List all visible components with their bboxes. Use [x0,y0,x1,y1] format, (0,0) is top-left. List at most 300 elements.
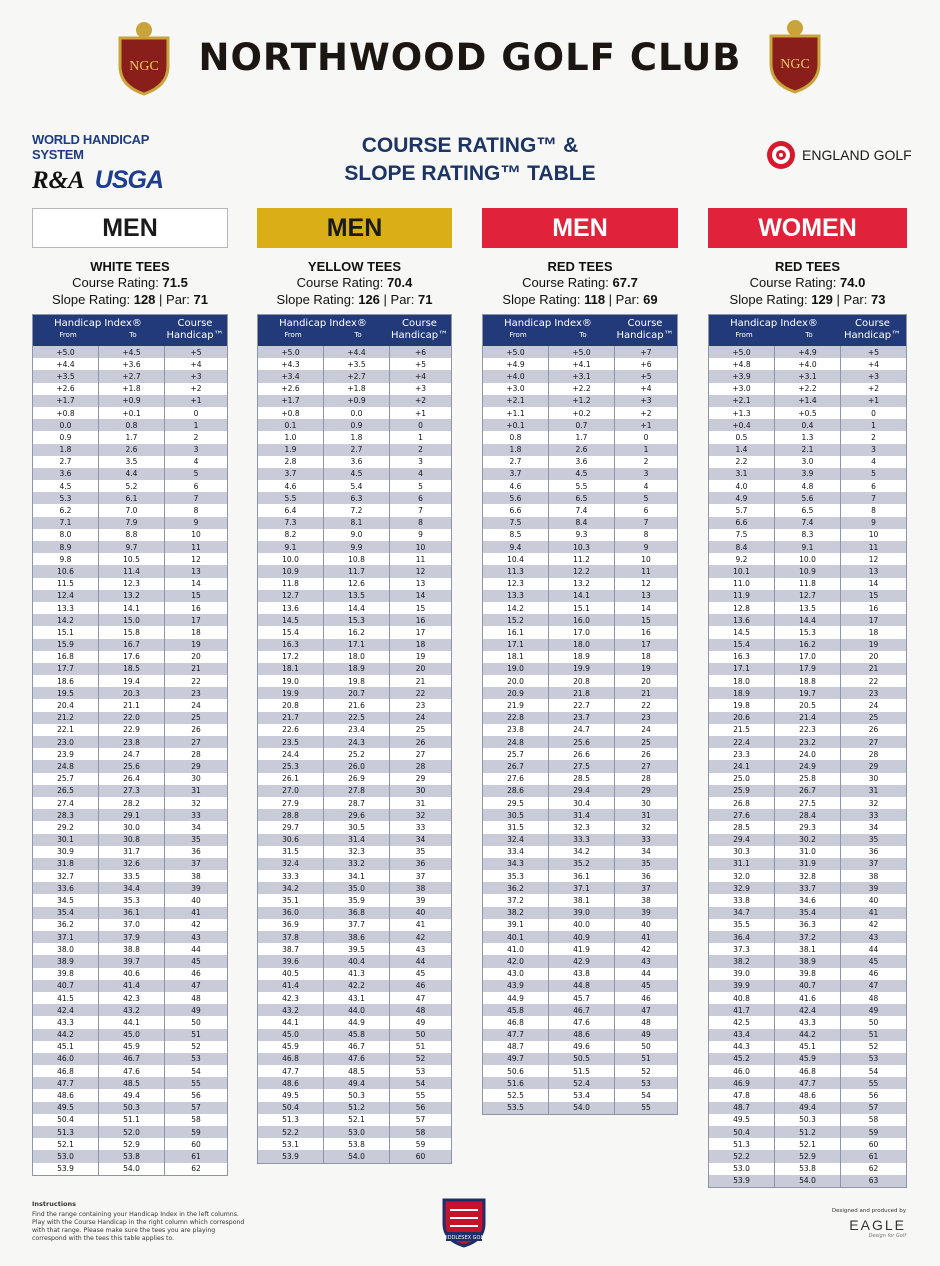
table-row [258,578,451,590]
course-handicap: 12 [415,566,426,576]
hi-to: 9.9 [324,541,390,553]
hi-from: 47.7 [258,1065,324,1077]
hi-to: 48.6 [549,1029,615,1041]
hi-from: 4.5 [33,480,99,492]
hi-to: 45.0 [99,1029,165,1041]
table-row [258,1126,451,1138]
course-handicap: 15 [641,615,651,625]
course-handicap: 20 [191,652,201,662]
hi-to: 28.2 [99,797,165,809]
table-row [483,407,677,419]
hi-to: 24.0 [775,748,841,760]
course-rating-value: 71.5 [162,275,188,290]
course-handicap: 42 [868,920,879,930]
handicap-index-label: Handicap Index® [279,318,367,329]
table-row [709,797,906,809]
hi-to: 9.0 [324,529,390,541]
course-handicap: 62 [868,1164,879,1174]
course-handicap: 27 [641,761,651,771]
hi-to: 17.1 [324,639,390,651]
hi-to: 44.2 [775,1029,841,1041]
course-handicap: 25 [415,725,426,735]
table-row [709,968,906,980]
course-handicap: 5 [871,469,876,479]
course-handicap: +3 [414,384,427,394]
hi-from: 38.7 [258,943,324,955]
hi-from: 6.2 [33,504,99,516]
course-handicap: 22 [868,676,879,686]
table-row [258,431,451,443]
hi-to: 35.3 [99,894,165,906]
hi-from: 47.7 [33,1077,99,1089]
hi-to: 15.0 [99,614,165,626]
hi-to: 52.4 [549,1077,615,1089]
hi-to: 51.2 [324,1102,390,1114]
hi-from: 50.4 [33,1114,99,1126]
table-row [33,797,227,809]
hi-to: 40.9 [549,931,615,943]
course-handicap: 32 [868,798,879,808]
table-row [33,444,227,456]
hi-to: 21.4 [775,712,841,724]
hi-from: 3.6 [33,468,99,480]
course-handicap: 58 [868,1115,879,1125]
hi-from: +5.0 [258,346,324,358]
table-row [33,358,227,370]
hi-to: 11.8 [775,578,841,590]
hi-from: 45.8 [483,1004,549,1016]
table-row [483,785,677,797]
hi-to: 50.5 [549,1053,615,1065]
course-handicap: 8 [193,506,199,516]
hi-from: 39.8 [33,968,99,980]
hi-to: 4.5 [549,468,615,480]
middlesex-label: MIDDLESEX GOLF [441,1235,487,1241]
handicap-index-header [709,315,839,346]
table-row [709,602,906,614]
table-row [483,931,677,943]
course-handicap: 4 [418,469,423,479]
course-handicap: 42 [641,944,651,954]
hi-to: 37.1 [549,882,615,894]
hi-to: 41.6 [775,992,841,1004]
course-handicap: 19 [641,664,651,674]
hi-from: 45.9 [258,1041,324,1053]
eagle-name: EAGLE [849,1217,906,1233]
table-row [33,748,227,760]
hi-to: 21.8 [549,687,615,699]
hi-from: 12.3 [483,578,549,590]
hi-to: 33.5 [99,870,165,882]
hi-from: 9.2 [709,553,775,565]
course-handicap: 60 [415,1151,426,1161]
hi-to: 14.4 [775,614,841,626]
hi-from: 12.7 [258,590,324,602]
course-handicap: 17 [868,615,879,625]
hi-to: 11.4 [99,565,165,577]
table-row [483,675,677,687]
hi-to: 26.0 [324,760,390,772]
table-row [483,1065,677,1077]
course-handicap: +2 [867,384,880,394]
course-handicap: 1 [418,432,423,442]
course-handicap: 14 [641,603,651,613]
course-handicap: 20 [641,676,651,686]
hi-to: 10.5 [99,553,165,565]
hi-from: 8.0 [33,529,99,541]
course-handicap: 55 [868,1078,879,1088]
gender-banner: MEN [482,208,678,248]
slope-rating-value: 118 [584,292,606,307]
table-row [33,626,227,638]
hi-to: 13.5 [324,590,390,602]
table-row [258,517,451,529]
course-handicap: 25 [641,737,651,747]
hi-to: 27.3 [99,785,165,797]
hi-to: +4.9 [775,346,841,358]
course-handicap: 30 [415,786,426,796]
course-handicap: +2 [190,384,202,394]
hi-to: 46.7 [324,1041,390,1053]
hi-from: 26.8 [709,797,775,809]
hi-to: 53.8 [324,1138,390,1150]
hi-to: 51.5 [549,1065,615,1077]
table-row [709,931,906,943]
course-handicap: 49 [868,1005,879,1015]
hi-from: 1.8 [33,444,99,456]
table-row [33,675,227,687]
table-row [483,907,677,919]
hi-to: 28.4 [775,809,841,821]
course-handicap: 44 [641,969,651,979]
hi-from: 35.4 [33,907,99,919]
hi-from: 8.9 [33,541,99,553]
table-row [709,1163,906,1175]
slope-rating-line [482,291,678,308]
hi-to: 15.1 [549,602,615,614]
course-handicap-label-1: Course [855,318,890,329]
hi-from: 31.5 [258,846,324,858]
course-handicap: 5 [418,481,423,491]
hi-from: 49.5 [709,1114,775,1126]
table-row [258,736,451,748]
hi-from: 7.5 [709,529,775,541]
table-row [483,724,677,736]
hi-to: 3.9 [775,468,841,480]
table-row [33,1016,227,1028]
course-handicap: 54 [641,1091,651,1101]
table-row [483,870,677,882]
course-handicap: 57 [868,1103,879,1113]
course-handicap: 21 [641,688,651,698]
table-row [258,1077,451,1089]
hi-from: 2.7 [483,456,549,468]
table-row [709,736,906,748]
hi-to: +0.5 [775,407,841,419]
hi-to: 31.9 [775,858,841,870]
course-handicap: 52 [415,1054,426,1064]
course-handicap: 25 [191,713,201,723]
table-row [709,504,906,516]
course-handicap: 43 [641,956,651,966]
table-row [33,809,227,821]
crest-text: NGC [129,59,159,74]
designed-by: Designed and produced by [831,1208,906,1214]
handicap-index-header [33,315,163,346]
course-handicap: 11 [641,566,651,576]
hi-to: 33.3 [549,834,615,846]
hi-from: 23.3 [709,748,775,760]
hi-from: 9.1 [258,541,324,553]
table-row [33,383,227,395]
hi-to: +0.1 [99,407,165,419]
table-row [709,370,906,382]
hi-from: 11.0 [709,578,775,590]
hi-to: +4.1 [549,358,615,370]
table-row [709,882,906,894]
hi-from: 48.6 [258,1077,324,1089]
course-handicap: 24 [415,713,426,723]
course-handicap: 46 [191,969,201,979]
hi-to: 15.8 [99,626,165,638]
hi-to: 20.3 [99,687,165,699]
hi-to: 42.9 [549,955,615,967]
hi-from: 31.1 [709,858,775,870]
course-handicap: 45 [415,969,426,979]
hi-from: 10.0 [258,553,324,565]
table-row [483,504,677,516]
course-handicap: 41 [415,920,426,930]
hi-from: 4.6 [258,480,324,492]
england-golf-logo [766,140,912,170]
table-row [33,894,227,906]
course-handicap: 26 [415,737,426,747]
hi-to: 32.6 [99,858,165,870]
handicap-table [257,314,452,1164]
table-row [709,943,906,955]
hi-from: 42.0 [483,955,549,967]
hi-from: 19.9 [258,687,324,699]
course-handicap: 47 [191,981,201,991]
hi-from: 6.6 [709,517,775,529]
slope-rating-value: 126 [358,292,380,307]
table-row [258,395,451,407]
hi-to: 47.6 [99,1065,165,1077]
course-handicap: 60 [868,1139,879,1149]
table-row [33,1163,227,1175]
hi-to: 52.1 [324,1114,390,1126]
hi-from: 22.4 [709,736,775,748]
table-row [483,383,677,395]
hi-from: 15.4 [258,626,324,638]
hi-from: 13.3 [483,590,549,602]
hi-from: 6.4 [258,504,324,516]
hi-to: 31.4 [324,834,390,846]
table-row [483,456,677,468]
hi-from: 11.9 [709,590,775,602]
table-row [709,553,906,565]
course-handicap: 36 [868,847,879,857]
hi-to: 1.3 [775,431,841,443]
hi-to: 18.5 [99,663,165,675]
slope-rating-line [257,291,452,308]
course-rating-line [32,274,228,291]
hi-from: 20.9 [483,687,549,699]
hi-to: 25.6 [99,760,165,772]
course-handicap: 47 [415,993,426,1003]
table-row [33,1041,227,1053]
course-handicap: 52 [191,1042,201,1052]
table-row [33,480,227,492]
handicap-index-header [258,315,388,346]
table-row [483,468,677,480]
hi-to: +3.5 [324,358,390,370]
hi-from: 21.9 [483,699,549,711]
table-row [483,1004,677,1016]
hi-from: 26.7 [483,760,549,772]
hi-from: 35.3 [483,870,549,882]
england-golf-rose-icon [766,140,796,170]
table-row [258,407,451,419]
hi-to: 1.7 [549,431,615,443]
course-handicap: 28 [868,749,879,759]
table-row [709,980,906,992]
hi-to: 31.7 [99,846,165,858]
to-label: To [579,331,587,339]
course-rating-label: Course Rating: [72,275,163,290]
course-handicap: 12 [868,554,879,564]
course-handicap: 42 [415,932,426,942]
course-handicap: +4 [867,359,880,369]
course-handicap: 49 [415,1017,426,1027]
hi-to: 17.0 [549,626,615,638]
course-handicap: 43 [415,944,426,954]
hi-from: 47.8 [709,1089,775,1101]
table-row [483,1041,677,1053]
course-handicap: 48 [868,993,879,1003]
course-handicap: 58 [415,1127,426,1137]
course-handicap: 15 [415,603,426,613]
course-handicap: 5 [643,493,649,503]
gender-banner: MEN [32,208,228,248]
hi-from: 3.7 [483,468,549,480]
table-row [258,760,451,772]
course-handicap: 48 [415,1005,426,1015]
hi-to: 30.8 [99,834,165,846]
hi-from: 53.9 [258,1150,324,1162]
table-row [483,809,677,821]
hi-to: 15.3 [775,626,841,638]
table-row [483,1089,677,1101]
hi-from: +5.0 [483,346,549,358]
hi-to: 30.2 [775,834,841,846]
course-handicap-label-1: Course [177,318,213,329]
course-handicap: 38 [415,883,426,893]
course-handicap: 32 [415,810,426,820]
par-value: 73 [870,292,886,307]
course-handicap-header [388,315,451,346]
hi-from: 23.0 [33,736,99,748]
table-row [33,651,227,663]
course-handicap: 17 [191,615,201,625]
table-row [483,894,677,906]
course-handicap: 2 [418,445,423,455]
hi-to: 10.3 [549,541,615,553]
table-header [258,315,451,346]
course-handicap: 0 [418,420,423,430]
hi-to: 10.8 [324,553,390,565]
hi-from: 53.9 [709,1175,775,1187]
course-handicap: 2 [871,432,876,442]
table-row [258,651,451,663]
course-handicap: 34 [191,822,201,832]
table-row [483,955,677,967]
table-row [33,1138,227,1150]
hi-to: 48.5 [324,1065,390,1077]
course-handicap: 6 [193,481,199,491]
table-row [33,919,227,931]
crest-text: NGC [780,57,810,72]
hi-to: 22.7 [549,699,615,711]
course-handicap: 36 [191,847,201,857]
hi-from: 17.1 [483,639,549,651]
course-handicap: 33 [415,822,426,832]
table-row [33,602,227,614]
hi-from: 51.3 [258,1114,324,1126]
hi-to: 53.4 [549,1089,615,1101]
hi-to: 26.7 [775,785,841,797]
course-handicap: 51 [641,1054,651,1064]
hi-from: 40.8 [709,992,775,1004]
hi-to: 23.8 [99,736,165,748]
table-row [483,797,677,809]
course-handicap: 31 [641,810,651,820]
par-value: 71 [193,292,208,307]
hi-from: 30.6 [258,834,324,846]
hi-from: 43.0 [483,968,549,980]
hi-to: 9.3 [549,529,615,541]
hi-from: 4.9 [709,492,775,504]
course-handicap: 2 [193,432,199,442]
hi-from: 4.6 [483,480,549,492]
course-handicap: 38 [868,871,879,881]
hi-from: 20.6 [709,712,775,724]
slope-rating-label: Slope Rating: [52,292,134,307]
hi-from: 20.4 [33,699,99,711]
hi-to: 39.5 [324,943,390,955]
table-row [258,358,451,370]
hi-to: 49.4 [99,1089,165,1101]
hi-to: 9.7 [99,541,165,553]
hi-from: 36.2 [483,882,549,894]
hi-to: 54.0 [549,1102,615,1114]
slope-rating-value: 129 [811,292,833,307]
hi-from: 32.0 [709,870,775,882]
course-handicap: 14 [415,591,426,601]
course-handicap: 2 [643,457,649,467]
middlesex-golf-logo [440,1196,488,1248]
table-row [483,773,677,785]
table-row [258,894,451,906]
hi-from: 29.7 [258,821,324,833]
table-row [483,395,677,407]
course-handicap-label-1: Course [402,318,437,329]
table-row [483,1016,677,1028]
hi-from: 28.3 [33,809,99,821]
hi-from: +0.8 [33,407,99,419]
hi-from: 5.7 [709,504,775,516]
course-handicap: 46 [415,981,426,991]
